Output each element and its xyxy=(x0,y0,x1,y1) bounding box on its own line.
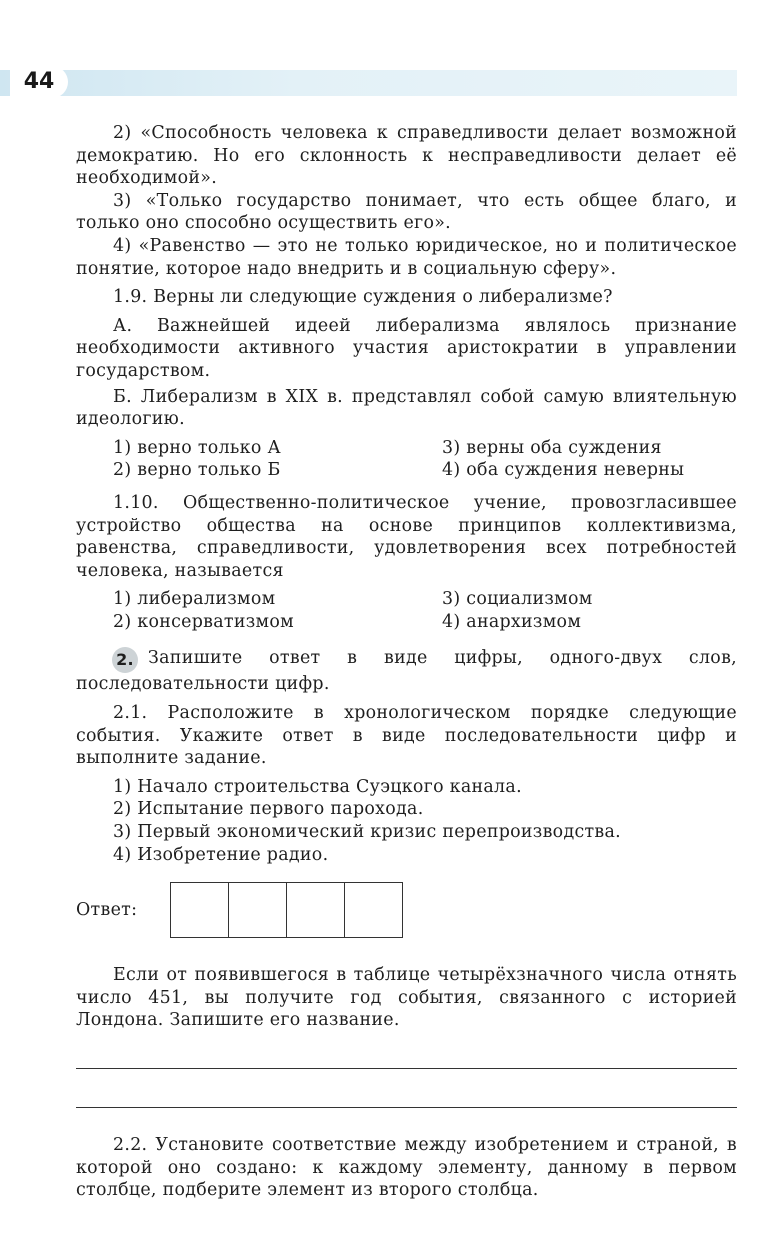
section-number-badge: 2. xyxy=(112,647,138,673)
section-2-text: Запишите ответ в виде цифры, одного-двух слов, последовательности цифр. xyxy=(76,648,737,695)
task-1-10-question: 1.10. Общественно-политическое учение, провозгласившее устройство общества на основе принципов коллективизма, равенства, справедливости, удовлетворения всех потребностей человека, называется xyxy=(76,492,737,581)
prev-task-item-2: 2) «Способность человека к справедливости делает возможной демократию. Но его склонность к несправедливости делает её необходимой». xyxy=(76,123,737,189)
option: 1) верно только А xyxy=(113,437,281,458)
task-2-1-follow-up: Если от появившегося в таблице четырёхзначного числа отнять число 451, вы получите год события, связанного с историей Лондона. Запишите его название. xyxy=(76,965,737,1031)
prev-task-item-3: 3) «Только государство понимает, что есть общее благо, и только оно способно осуществить его». xyxy=(76,190,737,234)
task-1-10-options xyxy=(76,588,737,633)
prev-task-item-4: 4) «Равенство — это не только юридическое, но и политическое понятие, которое надо внедрить и в социальную сферу». xyxy=(76,235,737,279)
task-1-9-statement-b: Б. Либерализм в XIX в. представлял собой самую влиятельную идеологию. xyxy=(76,386,737,430)
answer-label: Ответ: xyxy=(76,899,138,920)
task-2-1-item: 4) Изобретение радио. xyxy=(113,844,329,865)
task-1-9-statement-a: А. Важнейшей идеей либерализма являлось признание необходимости активного участия аристократии в управлении государством. xyxy=(76,315,737,381)
answer-cell[interactable] xyxy=(171,883,229,937)
answer-row xyxy=(76,880,737,940)
task-2-1-item: 2) Испытание первого парохода. xyxy=(113,799,424,820)
option: 4) оба суждения неверны xyxy=(442,460,685,481)
option: 3) верны оба суждения xyxy=(442,437,662,458)
task-2-1-item: 1) Начало строительства Суэцкого канала. xyxy=(113,776,522,797)
answer-grid xyxy=(170,882,403,938)
page-content xyxy=(76,122,737,1202)
task-1-9-options xyxy=(76,437,737,482)
page-header-band xyxy=(0,70,737,96)
option: 4) анархизмом xyxy=(442,611,582,632)
option: 1) либерализмом xyxy=(113,589,276,610)
answer-cell[interactable] xyxy=(287,883,345,937)
task-1-9-question: 1.9. Верны ли следующие суждения о либерализме? xyxy=(113,287,613,308)
task-2-1-question: 2.1. Расположите в хронологическом порядке следующие события. Укажите ответ в виде последовательности цифр и выполните задание. xyxy=(76,703,737,769)
section-2-instruction xyxy=(76,647,737,696)
option: 2) консерватизмом xyxy=(113,611,294,632)
task-2-2-question: 2.2. Установите соответствие между изобретением и страной, в которой оно создано: к каждому элементу, данному в первом столбце, подберите элемент из второго столбца. xyxy=(76,1135,737,1201)
option: 2) верно только Б xyxy=(113,460,281,481)
option: 3) социализмом xyxy=(442,589,593,610)
answer-cell[interactable] xyxy=(345,883,402,937)
task-2-1-item: 3) Первый экономический кризис перепроизводства. xyxy=(113,822,622,843)
page-number: 44 xyxy=(10,66,68,98)
answer-cell[interactable] xyxy=(229,883,287,937)
